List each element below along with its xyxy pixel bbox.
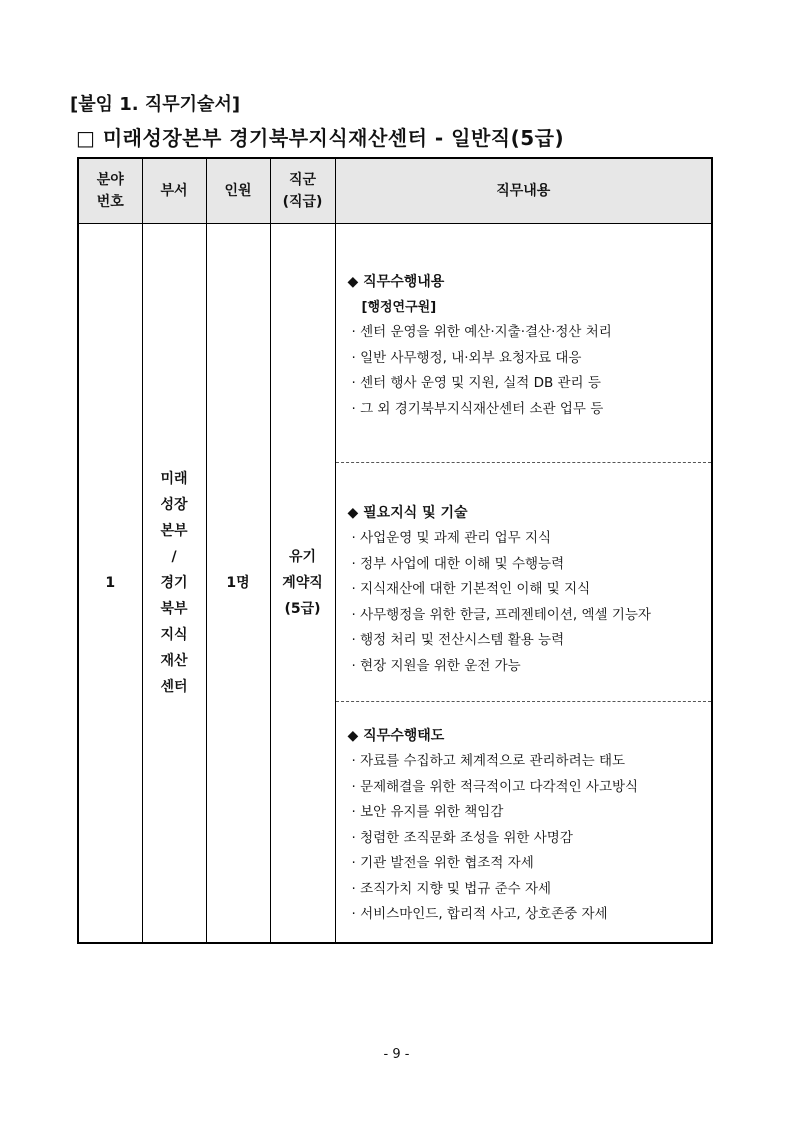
table-row bbox=[78, 224, 712, 943]
list-item: · 문제해결을 위한 적극적이고 다각적인 사고방식 bbox=[351, 778, 639, 795]
cell-headcount: 1명 bbox=[206, 224, 270, 943]
list-item: · 청렴한 조직문화 조성을 위한 사명감 bbox=[351, 829, 573, 846]
header-grade: 직군 (직급) bbox=[270, 158, 335, 224]
cell-duties bbox=[335, 224, 712, 943]
duties-block bbox=[336, 224, 712, 463]
cell-field-no: 1 bbox=[78, 224, 142, 943]
list-item: · 일반 사무행정, 내·외부 요청자료 대응 bbox=[351, 349, 582, 366]
cell-grade: 유기 계약직 (5급) bbox=[270, 224, 335, 943]
list-item: · 기관 발전을 위한 협조적 자세 bbox=[351, 855, 534, 871]
list-item: · 서비스마인드, 합리적 사고, 상호존중 자세 bbox=[351, 906, 608, 922]
section-title: □ 미래성장본부 경기북부지식재산센터 - 일반직(5급) bbox=[76, 126, 565, 150]
list-item: · 사무행정을 위한 한글, 프레젠테이션, 엑셀 기능자 bbox=[351, 606, 651, 623]
header-duties: 직무내용 bbox=[335, 158, 712, 224]
page-number: - 9 - bbox=[383, 1047, 410, 1062]
header-row bbox=[78, 158, 712, 224]
attitude-block bbox=[336, 702, 712, 928]
list-item: · 정부 사업에 대한 이해 및 수행능력 bbox=[351, 555, 565, 572]
list-item: · 보안 유지를 위한 책임감 bbox=[351, 804, 504, 820]
list-item: · 현장 지원을 위한 운전 가능 bbox=[351, 657, 521, 674]
list-item: · 조직가치 지향 및 법규 준수 자세 bbox=[351, 880, 552, 897]
duties-block-subtitle: [행정연구원] bbox=[361, 300, 437, 315]
list-item: · 센터 행사 운영 및 지원, 실적 DB 관리 등 bbox=[351, 375, 601, 391]
attitude-block-title: ◆ 직무수행태도 bbox=[347, 728, 445, 744]
knowledge-block-title: ◆ 필요지식 및 기술 bbox=[347, 505, 468, 521]
header-department: 부서 bbox=[142, 158, 206, 224]
header-field-no: 분야 번호 bbox=[78, 158, 142, 224]
list-item: · 지식재산에 대한 기본적인 이해 및 지식 bbox=[351, 581, 591, 597]
cell-department: 미래 성장 본부 / 경기 북부 지식 재산 센터 bbox=[142, 224, 206, 943]
list-item: · 행정 처리 및 전산시스템 활용 능력 bbox=[351, 632, 565, 648]
attachment-title: [붙임 1. 직무기술서] bbox=[70, 94, 241, 115]
list-item: · 사업운영 및 과제 관리 업무 지식 bbox=[351, 530, 552, 546]
duties-block-title: ◆ 직무수행내용 bbox=[347, 274, 445, 290]
list-item: · 그 외 경기북부지식재산센터 소관 업무 등 bbox=[351, 400, 604, 417]
knowledge-block bbox=[336, 463, 712, 702]
list-item: · 센터 운영을 위한 예산·지출·결산·정산 처리 bbox=[351, 324, 612, 340]
header-headcount: 인원 bbox=[206, 158, 270, 224]
job-description-table bbox=[77, 157, 713, 944]
list-item: · 자료를 수집하고 체계적으로 관리하려는 태도 bbox=[351, 753, 626, 769]
